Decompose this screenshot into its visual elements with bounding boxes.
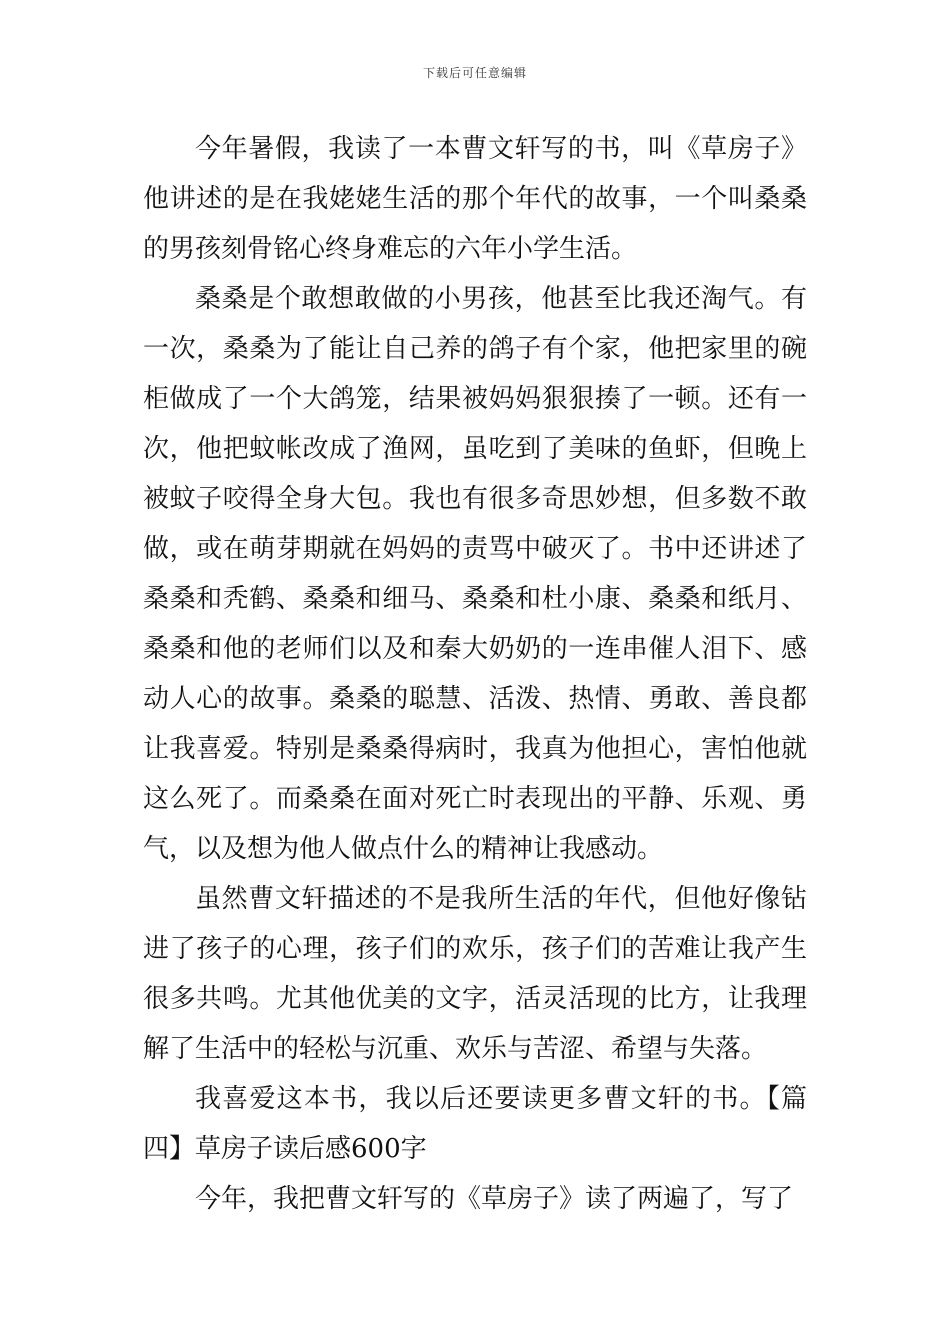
document-body — [143, 124, 807, 1224]
paragraph-4: 我喜爱这本书，我以后还要读更多曹文轩的书。【篇四】草房子读后感600字 — [143, 1084, 807, 1164]
paragraph-5: 今年，我把曹文轩写的《草房子》读了两遍了，写了 — [195, 1184, 794, 1214]
paragraph-2: 桑桑是个敢想敢做的小男孩，他甚至比我还淘气。有一次，桑桑为了能让自己养的鸽子有个家，他把家里的碗柜做成了一个大鸽笼，结果被妈妈狠狠揍了一顿。还有一次，他把蚊帐改成了渔网，虽吃到了美味的鱼虾，但晚上被蚊子咬得全身大包。我也有很多奇思妙想，但多数不敢做，或在萌芽期就在妈妈的责骂中破灭了。书中还讲述了桑桑和秃鹤、桑桑和细马、桑桑和杜小康、桑桑和纸月、桑桑和他的老师们以及和秦大奶奶的一连串催人泪下、感动人心的故事。桑桑的聪慧、活泼、热情、勇敢、善良都让我喜爱。特别是桑桑得病时，我真为他担心，害怕他就这么死了。而桑桑在面对死亡时表现出的平静、乐观、勇气，以及想为他人做点什么的精神让我感动。 — [143, 284, 807, 864]
paragraph-3: 虽然曹文轩描述的不是我所生活的年代，但他好像钻进了孩子的心理，孩子们的欢乐，孩子们的苦难让我产生很多共鸣。尤其他优美的文字，活灵活现的比方，让我理解了生活中的轻松与沉重、欢乐与苦涩、希望与失落。 — [143, 884, 807, 1064]
paragraph-1: 今年暑假，我读了一本曹文轩写的书，叫《草房子》他讲述的是在我姥姥生活的那个年代的故事，一个叫桑桑的男孩刻骨铭心终身难忘的六年小学生活。 — [143, 134, 807, 264]
page-header: 下载后可任意编辑 — [422, 66, 527, 80]
